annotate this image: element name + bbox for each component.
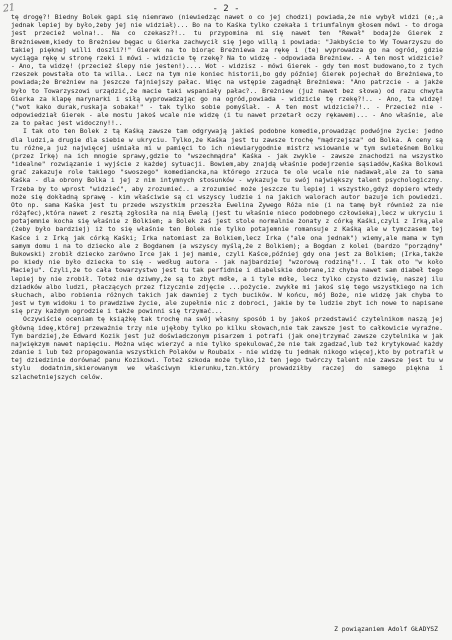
paragraph: I tak oto ten Bolek z tą Kaśką zawsze tam odgrywają jakieś podobne komedie,prowadząc podwójne życie: jedno dla ludzi,a drugie dla siebie w ukryciu. Tylko,że Kaśka jest tu zawsze trochę "mądrzejsza" od Bolka. A ceny są tu różne,a już najwięcej uśmiała mi w pamięci to ich niewiarygodnie mistrz wsiowanie w tym swieteśnem Bolku (przez Irkę) na ich mnogie sprawy,gdzie to "wszechmądra" Kaśka - jak zwykle - zawsze znachodzi na wszystko "idealne" rozwiązanie i wyjście z każdej sytuacji. Bowiem,aby znajdą właśnie podejrzenie sąsiadów,Kaśka Bolkowi grać zakazuje role takiego "swoszego" komediancka,na którego zrzuca te ole wcale nie nadawał,ale za to sama Kaśka - dla obrony Bolka i jej z nim intymnych stosunków - wykazuje tu swój największy talent psychologiczny. Trzeba by to wprost "widzieć", aby zrozumieć.. a zrozumieć może jeszcze tu lepiej i wszystko,gdyż dopiero wtedy może się dokładną sprawę - kim właściwie są ci wszyscy ludzie i na jakich walorach autor bazuje ich powiedzi. Oto np. sama Kaśka jest tu przede wszystkim przeszła Ewelina Zywego Róża nie (i na tamę był również za nie różąfec),która nawet z resztą zgłosiła na nią Ewelą (jest tu właśnie nieco podobnego człowieka),lecz w ukryciu i potajemnie kocha się właśnie z Bolkiem; a Bolek zaś jest stole normalnie żonaty z córką Kaśki,czyli z Irką,ale (żeby było bardziej) iż to się właśnie ten Bolek nie tylko potajemnie romansuje z Kaśką ale w tymczasem tej Kaśce i z Irką jak córką Kaśki; Irka natomiast za Bolkiem,lecz Irka ("ale ona jednak") wiemy,ale mama w tym samym domu i na to dziecko ale z Bogdanem (a wszyscy myślą,że z Bolkiem); a Bogdan z kolei (bardzo "porządny" Bukowski) zrobił dziecko zarówno Irce jak i jej mamie, czyli Kaśce,później gdy ona jest za Bolkiem; (Irka,także po kiedy nie było dziecka to się - według autora - jak najbardziej "wzorową rodziną"!.. I tak oto "w koło Macieju". Czyli,że to cała towarzystwo jest tu tak perfidnie i diabelskie dobrane,iż chyba nawet sam diabeł tego lepiej by nie zrobił. Toteż nie dziwmy,że są to zbyt mdłe, a i tyle mdłe, lecz tylko czysto dziwię, naszej ilu dziadków albo ludzi, płaczących przez fizycznie zdjęcie ...pożycie. zwykłe mi jakoś się tego wszystkiego na ich słuchach, albo robienia różnych takich jak dawniej z tych bucików. W końcu, mój Boże, nie widzę jak chyba to jest w tym widoku i to prawdziwe życie, ale zupełnie nic z dobroci, jakie by te ludzie zbyt ich nowe to napisane się przy każdym ogrodzie i także powinni się trzymać...	[11, 127, 443, 316]
paragraph: Oczywiście oceniam tę książkę tak trochę na swój własny sposób i by jakoś przedstawić czytelnikom naszą jej główną ideę,której przeważnie trzy nie ujęłoby tylko po kilku słowach,nie tak zawsze jest to całkowicie wyraźne. Tym bardziej,że Edward Kozik jest już doświadczonym pisarzem i potrafi (jak one)trzymać zawsze czytelnika w jak najwiękzym nawet napięciu. Można więc wierzyć a nie tylko spekulować,że nie tak zgadzać,lub też krytykować każdy zdanie i lub też propagowania wszystkich Polaków w Roubaix - nie widzę tu jednak nikogo więcej,kto by potrafił w tej dziedzinie dorównać panu Kozikowi. Toteż szkoda może tylko,iż ten jego twórczy talent nie zawsze jest tu w stylu dodatnim,skierowanym we właściwym kierunku,tzn.który prowadziłby raczej do samego piękna i szlachetniejszych celów.	[11, 315, 443, 381]
handwritten-page-mark: 21	[2, 2, 16, 15]
paragraph: tę drogę?! Biedny Bolek gapi się niemrawo (niewiedząc nawet o co jej chodzi) powiada,że nie wybył widzi (e;,a jednak lepiej by było,żeby jej nie widział)... Bo na to Kaśka tylko czekała i triumfalnym głosem mówi - to droga jest przecież wolna!.. Na co czekasz?!.. tu przypomina mi się nawet ten "Rewał" bodajże Gierek z Breżniewem,kiedy to Breżniew bęgac u Gierka zachwycił się jego willą i powiada: "Jakbyście to Wy Towarzyszu do takiej pięknej willi doszli?!" Gierek na to biorąc Breżniewa za rękę i (te) wyprowadza go na ogród, gdzie wyciąga rękę w stronę rzeki i mówi - widzicie tę rzekę? Na to widzę - odpowiada Breżniew. - A ten most widzicie? - Ano, ta widzę! (przecież ślepy nie jesten!).... Wot - widzisz - mówi Gierek - gdy ten most budowano,to z tych rzeszek powstała oto ta willa.. Lecz na tym nie koniec historii,bo gdy później Gierek pojechał do Breżniewa,to powiada;że Breżniew na jeszcze fajniejszy pałac. Więc na wstępie zagadnął Breżniewa: "Ano patrzcie - a jakże było to Towarzyszowi urządzić,że macie taki wspaniały pałac?.. Breżniew (już nawet bez słowa) od razu chwyta Gierka za klapę marynarki i siłą wyprowadzając go na ogród,powiada - widzicie tę rzekę?!.. - Ano, ta widzę! ("wot kako durak,ruskaja sobaka!" - tak tylko sobie pomyślał. - A ten most widzicie?!.. - Przecież nie - odpowiedział Gierek - ale mostu jakoś wcale nie widzę (i tu nawet przetarł oczy rękawem)... - Ano właśnie, ale za to pałac jest widoczny!!..	[11, 13, 443, 128]
page-number: - 2 -	[212, 4, 240, 14]
author-signature: Z powiązaniem Adolf GŁADYSZ	[334, 625, 438, 633]
body-text	[11, 13, 443, 381]
